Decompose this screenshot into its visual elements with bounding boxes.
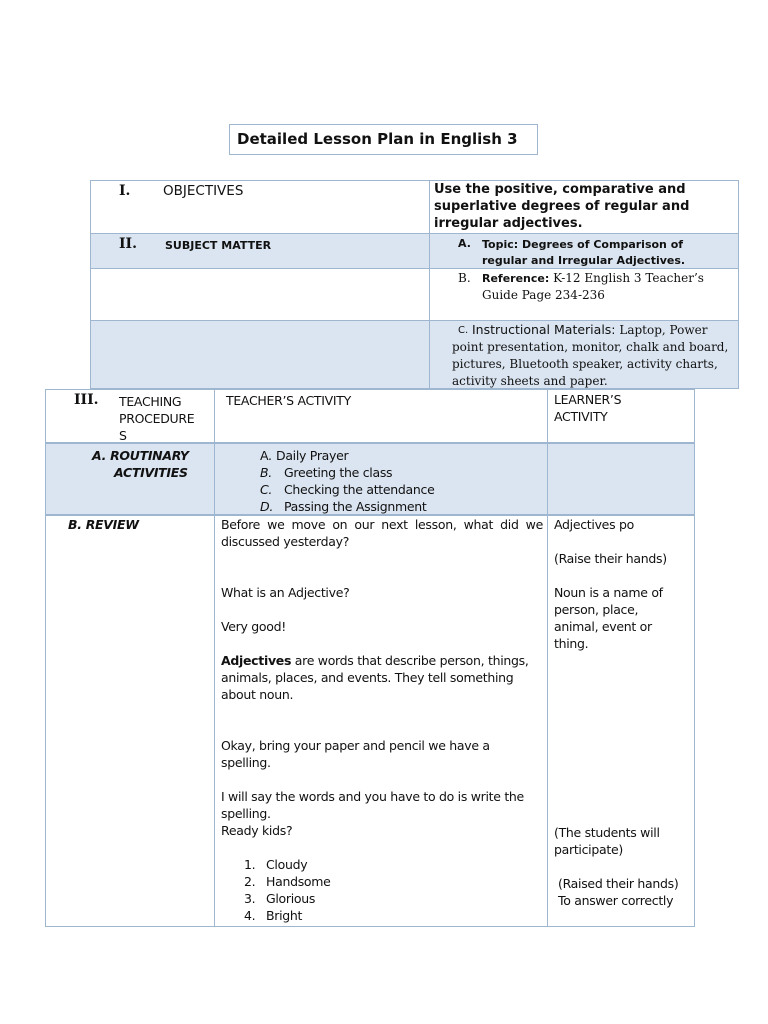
learner-response-3: Noun is a name of person, place, animal, event or thing. xyxy=(554,585,663,651)
objectives-text: Use the positive, comparative and superlative degrees of regular and irregular adjectives. xyxy=(434,182,690,231)
blank-cell-2 xyxy=(90,320,430,389)
procedures-label-line-1: TEACHING xyxy=(119,394,182,409)
review-learner-cell xyxy=(547,514,695,927)
reference-marker: B. xyxy=(458,271,471,285)
spelling-directions: I will say the words and you have to do is write the spelling. xyxy=(221,789,524,821)
spelling-word-text: Handsome xyxy=(266,874,331,889)
topic-text: Topic: Degrees of Comparison of regular and Irregular Adjectives. xyxy=(482,238,686,267)
praise-text: Very good! xyxy=(221,619,286,634)
routinary-item-text: Checking the attendance xyxy=(284,482,435,497)
spelling-words-list xyxy=(221,856,543,924)
routinary-item xyxy=(260,447,435,464)
spelling-word: 4. Bright xyxy=(244,908,303,923)
objectives-label: OBJECTIVES xyxy=(163,183,244,199)
topic-marker: A. xyxy=(458,237,471,250)
adjective-question: What is an Adjective? xyxy=(221,585,350,600)
review-teacher-content xyxy=(221,516,543,924)
procedures-label xyxy=(119,393,194,444)
routinary-activities-cell xyxy=(214,443,548,516)
routinary-item-text: Passing the Assignment xyxy=(284,499,427,514)
adjective-term: Adjectives xyxy=(221,653,292,668)
objectives-table xyxy=(90,180,739,389)
review-teacher-cell xyxy=(214,514,548,927)
materials-marker: C. xyxy=(458,325,469,336)
review-label-cell xyxy=(45,514,215,927)
ready-prompt: Ready kids? xyxy=(221,823,293,838)
objectives-text-cell xyxy=(429,180,739,234)
review-question: Before we move on our next lesson, what did we discussed yesterday? xyxy=(221,517,543,549)
document-title: Detailed Lesson Plan in English 3 xyxy=(229,124,538,155)
routinary-item-marker: C. xyxy=(260,482,273,497)
reference-text-block xyxy=(482,270,736,304)
teacher-activity-header: TEACHER’S ACTIVITY xyxy=(226,393,351,408)
procedures-label-line-2: PROCEDURE xyxy=(119,411,195,426)
routinary-label-line-1: A. ROUTINARY xyxy=(92,448,189,463)
subject-matter-label-cell xyxy=(90,233,430,269)
spelling-word: 3. Glorious xyxy=(244,891,316,906)
reference-text: K-12 English 3 Teacher’s Guide Page 234-236 xyxy=(482,271,704,302)
learner-response-1: Adjectives po xyxy=(554,517,634,532)
spelling-word-text: Glorious xyxy=(266,891,316,906)
objectives-label-cell xyxy=(90,180,430,234)
routinary-item xyxy=(260,498,435,515)
routinary-label xyxy=(92,447,189,481)
procedures-label-cell xyxy=(45,389,215,444)
teacher-header-cell xyxy=(214,389,548,444)
review-label: B. REVIEW xyxy=(68,517,139,532)
routinary-label-cell xyxy=(45,443,215,516)
reference-label: Reference: xyxy=(482,272,550,285)
materials-label: Instructional Materials: xyxy=(472,322,616,337)
learner-response-5: (Raised their hands) To answer correctly xyxy=(558,876,679,908)
learner-response-2: (Raise their hands) xyxy=(554,551,667,566)
adjective-definition-text: are words that describe person, things, animals, places, and events. They tell something about noun. xyxy=(221,653,529,702)
routinary-learner-cell xyxy=(547,443,695,516)
blank-cell-1 xyxy=(90,268,430,321)
routinary-label-line-2: ACTIVITIES xyxy=(114,465,188,480)
routinary-item-marker: B. xyxy=(260,465,272,480)
routinary-item xyxy=(260,481,435,498)
review-learner-content xyxy=(554,516,692,909)
procedures-label-line-3: S xyxy=(119,428,127,443)
materials-text: Laptop, Power point presentation, monitor, chalk and board, pictures, Bluetooth speaker, activity charts, activity sheets and paper. xyxy=(452,323,729,388)
subject-matter-label: SUBJECT MATTER xyxy=(165,239,272,252)
routinary-item-text: Daily Prayer xyxy=(276,448,349,463)
learner-header-line-2: ACTIVITY xyxy=(554,409,608,424)
procedures-numeral: III. xyxy=(74,392,99,408)
spelling-instruction: Okay, bring your paper and pencil we have a spelling. xyxy=(221,738,490,770)
materials-text-block xyxy=(452,321,736,390)
spelling-word-text: Cloudy xyxy=(266,857,308,872)
reference-cell xyxy=(429,268,739,321)
routinary-item-marker: D. xyxy=(260,499,273,514)
routinary-list xyxy=(260,447,435,515)
learner-header-line-1: LEARNER’S xyxy=(554,392,622,407)
adjective-definition xyxy=(221,652,543,703)
materials-cell xyxy=(429,320,739,389)
learner-activity-header xyxy=(554,391,621,425)
routinary-item xyxy=(260,464,435,481)
routinary-item-marker: A. xyxy=(260,448,272,463)
objectives-numeral: I. xyxy=(119,183,131,199)
topic-cell xyxy=(429,233,739,269)
subject-matter-numeral: II. xyxy=(119,236,137,252)
learner-header-cell xyxy=(547,389,695,444)
learner-response-4: (The students will participate) xyxy=(554,825,660,857)
spelling-word-text: Bright xyxy=(266,908,303,923)
routinary-item-text: Greeting the class xyxy=(284,465,393,480)
spelling-word: 1. Cloudy xyxy=(244,857,308,872)
procedures-table xyxy=(45,389,695,927)
spelling-word: 2. Handsome xyxy=(244,874,331,889)
